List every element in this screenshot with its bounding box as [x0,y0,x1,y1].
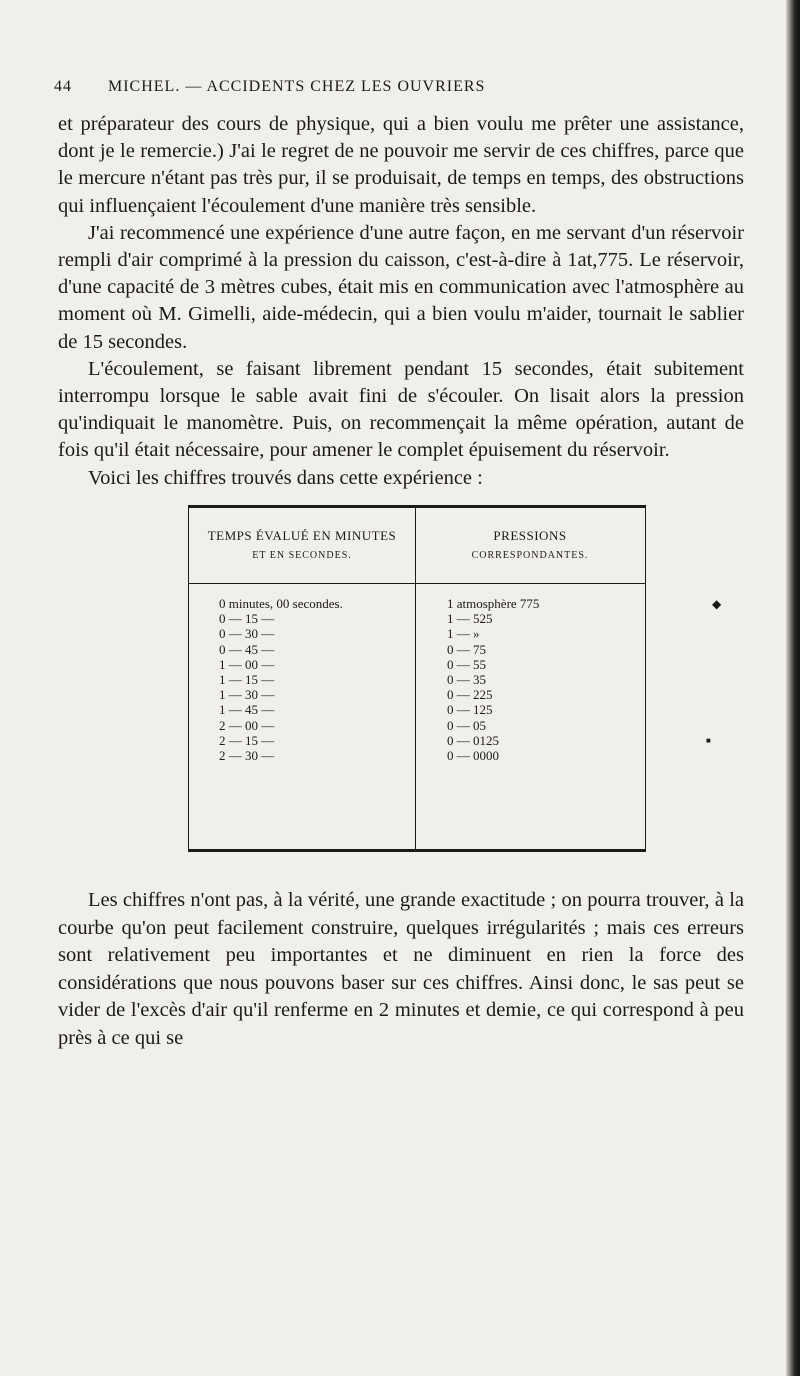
table-cell-pressure: 0 — 05 [447,717,486,733]
paragraph-1: et préparateur des cours de physique, qui a bien voulu me prêter une assistance, dont je le remercie.) J'ai le regret de ne pouvoir me servir de ces chiffres, parce que le mercure n'étant pas très pur, il se produisait, de temps en temps, des obstructions qui influençaient l'écoulement d'une manière très sensible. [58,113,744,217]
table-cell-pressure: 0 — 55 [447,656,486,672]
table-cell-pressure: 1 atmosphère 775 [447,596,540,611]
running-title: MICHEL. — ACCIDENTS CHEZ LES OUVRIERS [108,78,486,95]
table-column-divider [415,508,416,849]
table-cell-pressure: 1 — 525 [447,611,493,627]
page-edge-shadow [786,0,800,1376]
data-table [188,505,646,852]
table-cell-time: 0 — 30 — [219,626,275,642]
table-header-pressure [417,526,643,566]
table-cell-time: 1 — 00 — [219,656,275,672]
ink-mark-dot: ■ [706,736,711,745]
table-cell-pressure: 0 — 75 [447,641,486,657]
paragraph-4: Voici les chiffres trouvés dans cette expérience : [88,466,483,489]
table-cell-pressure: 0 — 125 [447,702,493,718]
table-cell-time: 2 — 00 — [219,717,275,733]
table-cell-time: 2 — 15 — [219,732,275,748]
paragraph-after-table: Les chiffres n'ont pas, à la vérité, une grande exactitude ; on pourra trouver, à la courbe qu'on peut facilement construire, quelques irrégularités ; mais ces erreurs sont relativement peu importantes et ne diminuent en rien la force des considérations que nous pouvons baser sur ces chiffres. Ainsi donc, le sas peut se vider de l'excès d'air qu'il renferme en 2 minutes et demie, ce qui correspond à peu près à ce qui se [58,889,744,1049]
table-header-time [189,526,415,566]
pressure-header-sublabel: CORRESPONDANTES. [471,550,589,561]
ink-mark-diamond: ◆ [712,597,722,611]
table-cell-time: 2 — 30 — [219,748,275,764]
table-cell-time: 1 — 30 — [219,687,275,703]
time-column [219,596,409,763]
running-header [54,78,734,96]
table-cell-time: 0 minutes, 00 secondes. [219,596,343,611]
pressure-column [447,596,617,763]
table-cell-time: 1 — 45 — [219,702,275,718]
table-cell-time: 0 — 45 — [219,641,275,657]
table-cell-time: 0 — 15 — [219,611,275,627]
body-text-top [58,111,744,492]
paragraph-2: J'ai recommencé une expérience d'une autre façon, en me servant d'un réservoir rempli d'air comprimé à la pression du caisson, c'est-à-dire à 1at,775. Le réservoir, d'une capacité de 3 mètres cubes, était mis en communication avec l'atmosphère au moment où M. Gimelli, aide-médecin, qui a bien voulu m'aider, tournait le sablier de 15 secondes. [58,221,744,353]
table-header-divider [189,583,645,584]
table-cell-pressure: 1 — » [447,626,480,642]
paragraph-3: L'écoulement, se faisant librement pendant 15 secondes, était subitement interrompu lorsque le sable avait fini de s'écouler. On lisait alors la pression qu'indiquait le manomètre. Puis, on recommençait la même opération, autant de fois qu'il était nécessaire, pour amener le complet épuisement du réservoir. [58,357,744,462]
time-header-sublabel: ET EN SECONDES. [252,550,352,561]
table-cell-time: 1 — 15 — [219,672,275,688]
pressure-header-label: PRESSIONS [493,528,567,543]
table-cell-pressure: 0 — 35 [447,672,486,688]
table-cell-pressure: 0 — 0125 [447,732,499,748]
table-cell-pressure: 0 — 225 [447,687,493,703]
page-number: 44 [54,78,72,95]
table-cell-pressure: 0 — 0000 [447,748,499,764]
time-header-label: TEMPS ÉVALUÉ EN MINUTES [207,528,397,543]
